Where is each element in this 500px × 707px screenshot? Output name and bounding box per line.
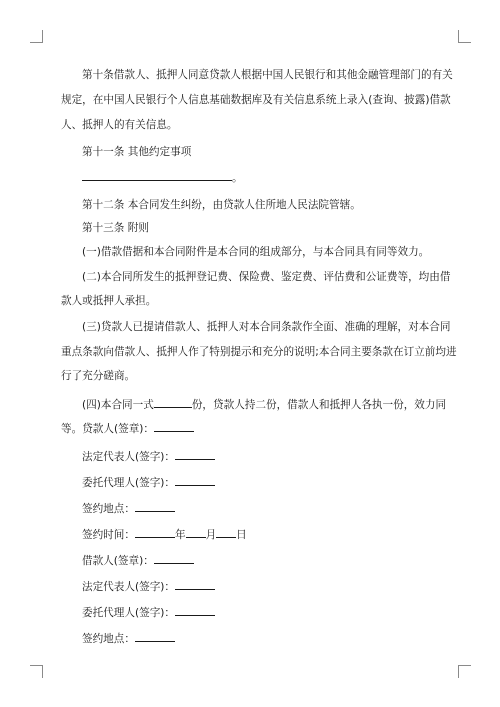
day-blank: [216, 526, 236, 538]
copies-count-blank: [154, 396, 192, 408]
crop-mark-top-right: [458, 30, 471, 43]
article-11-title: 第十一条 其他约定事项: [82, 146, 192, 158]
article-13-item-3-line-1: (三)贷款人已提请借款人、抵押人对本合同条款作全面、准确的理解，对本合同: [82, 321, 451, 333]
borrower-signature-row: [82, 552, 194, 568]
agent-blank-2: [175, 604, 215, 616]
agent-label-1: 委托代理人(签字)：: [82, 477, 176, 489]
agent-label-2: 委托代理人(签字)：: [82, 607, 176, 619]
legal-rep-signature-row-2: [82, 578, 215, 594]
signing-time-row: [82, 526, 247, 542]
signing-place-label-1: 签约地点：: [82, 503, 135, 515]
article-10-line-1: 第十条借款人、抵押人同意贷款人根据中国人民银行和其他金融管理部门的有关: [82, 69, 453, 81]
lender-signature-blank: [154, 420, 194, 432]
borrower-signature-blank: [154, 552, 194, 564]
year-blank: [135, 526, 175, 538]
agent-blank-1: [175, 474, 215, 486]
article-13-item-2-line-1: (二)本合同所发生的抵押登记费、保险费、鉴定费、评估费和公证费等，均由借: [82, 271, 451, 283]
month-label: 月: [205, 529, 217, 541]
signing-place-label-2: 签约地点：: [82, 633, 135, 645]
article-10-line-3: 人、抵押人的有关信息。: [61, 119, 178, 131]
legal-rep-blank-2: [175, 578, 215, 590]
legal-rep-signature-row-1: [82, 448, 215, 464]
signing-place-row-1: [82, 500, 175, 516]
article-13-item-2-line-2: 款人或抵押人承担。: [61, 295, 157, 307]
signing-place-blank-1: [135, 500, 175, 512]
article-13-item-3-line-2: 重点条款向借款人、抵押人作了特别提示和充分的说明;本合同主要条款在订立前均进: [61, 346, 457, 358]
signing-time-label: 签约时间：: [82, 529, 135, 541]
signing-place-blank-2: [135, 630, 175, 642]
crop-mark-bottom-left: [30, 665, 43, 678]
article-13-item-4-line-1: [82, 396, 446, 412]
year-label: 年: [174, 529, 186, 541]
article-11-end-mark: 。: [232, 172, 243, 184]
legal-rep-blank-1: [175, 448, 215, 460]
item-4-text-part-2: 份，贷款人持二份，借款人和抵押人各执一份，效力同: [191, 399, 447, 411]
item-4-line-2-lender-signature: [61, 420, 194, 436]
article-13-item-1: (一)借款借据和本合同附件是本合同的组成部分，与本合同具有同等效力。: [82, 246, 430, 258]
month-blank: [186, 526, 206, 538]
day-label: 日: [236, 529, 247, 541]
article-11-blank-line: [82, 169, 243, 185]
signing-place-row-2: [82, 630, 175, 646]
legal-rep-label-2: 法定代表人(签字)：: [82, 581, 176, 593]
borrower-signature-label: 借款人(签章)：: [82, 555, 154, 567]
lender-signature-label: 贷款人(签章)：: [82, 423, 155, 435]
item-4-text-part-1: (四)本合同一式: [82, 399, 154, 411]
crop-mark-bottom-right: [458, 665, 471, 678]
agent-signature-row-2: [82, 604, 215, 620]
crop-mark-top-left: [30, 30, 43, 43]
item-4-line-2-text: 等。: [61, 423, 83, 435]
legal-rep-label-1: 法定代表人(签字)：: [82, 451, 176, 463]
article-13-item-3-line-3: 行了充分磋商。: [61, 370, 136, 382]
agent-signature-row-1: [82, 474, 215, 490]
article-13-title: 第十三条 附则: [82, 222, 149, 234]
other-terms-blank: [82, 169, 232, 181]
article-12: 第十二条 本合同发生纠纷，由贷款人住所地人民法院管辖。: [82, 199, 361, 211]
article-10-line-2: 规定，在中国人民银行个人信息基础数据库及有关信息系统上录入(查询、披露)借款: [61, 94, 451, 106]
